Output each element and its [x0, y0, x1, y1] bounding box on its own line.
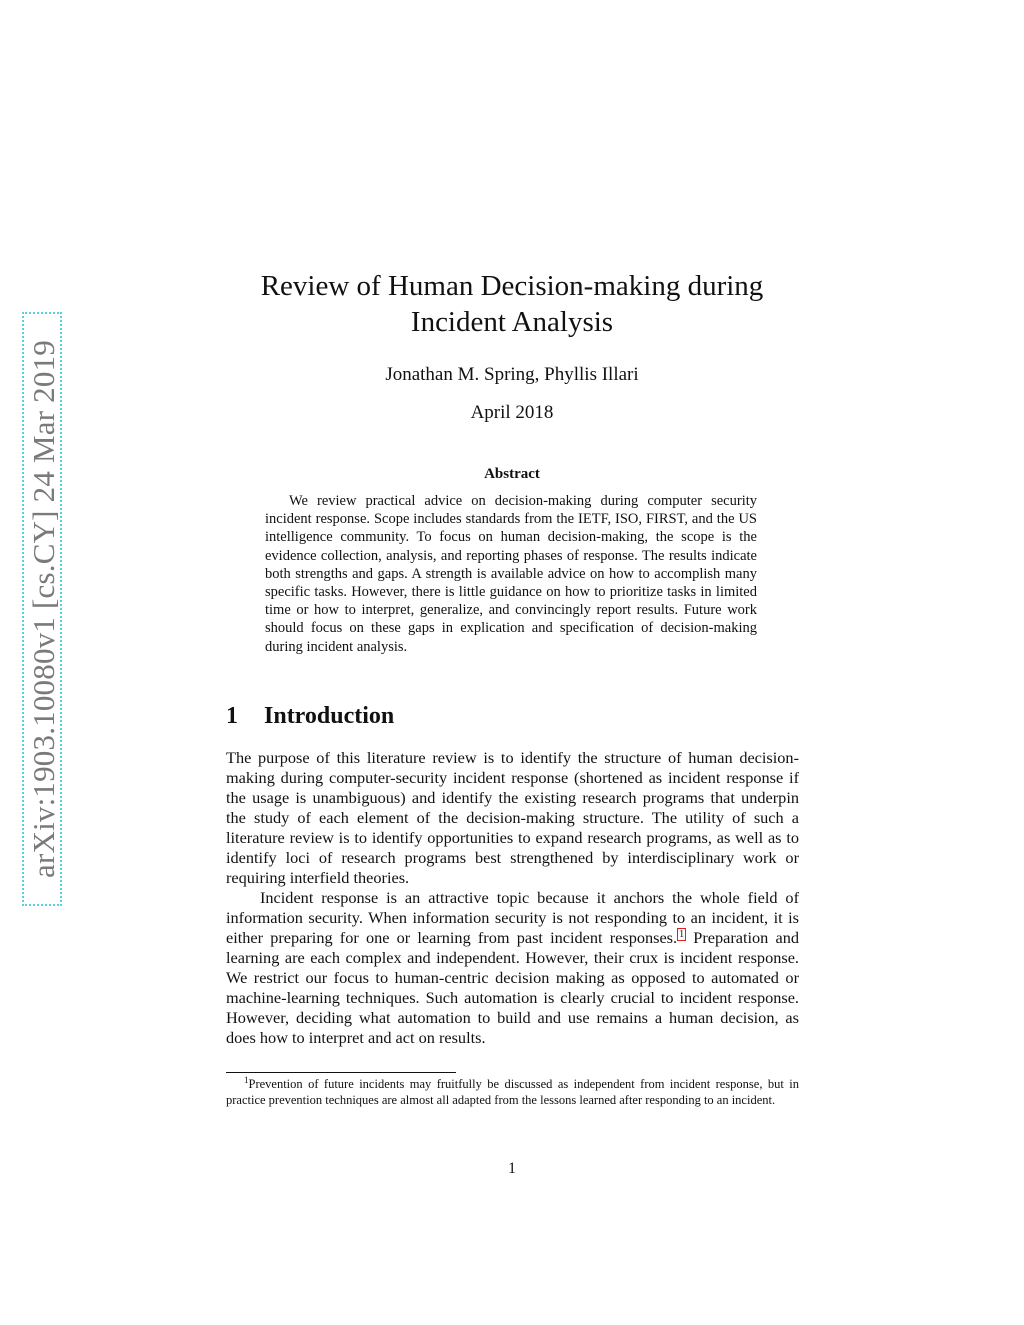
paper-title-line-2: Incident Analysis	[410, 306, 614, 338]
paper-title	[226, 268, 798, 340]
footnote-text: Prevention of future incidents may fruitfully be discussed as independent from incident response, but in practice prevention techniques are almost all adapted from the lessons learned after responding to an incident.	[226, 1077, 799, 1107]
intro-paragraph-1: The purpose of this literature review is to identify the structure of human decision-making during computer-security incident response (shortened as incident response if the usage is unambiguous) and identify the existing research programs that underpin the study of each element of the decision-making structure. The utility of such a literature review is to identify opportunities to expand research programs, as well as to identify loci of research programs best strengthened by interdisciplinary work or requiring interfield theories.	[226, 748, 799, 887]
paper-title-line-1: Review of Human Decision-making during	[260, 270, 764, 302]
paper-authors: Jonathan M. Spring, Phyllis Illari	[385, 364, 639, 385]
section-title: Introduction	[264, 703, 395, 729]
paper-date: April 2018	[470, 402, 554, 423]
arxiv-identifier-stamp[interactable]	[22, 312, 62, 906]
abstract-heading: Abstract	[484, 466, 540, 482]
intro-paragraph-2-text-a: Incident response is an attractive topic because it anchors the whole field of information security. When information security is not responding to an incident, it is either preparing for one or learning from past incident responses.	[226, 888, 799, 947]
section-heading-introduction	[226, 703, 394, 730]
intro-paragraph-2	[226, 888, 799, 1048]
footnote-mark: 1	[244, 1075, 249, 1085]
intro-paragraph-2-text-b: Preparation and learning are each complex and independent. However, their crux is incident response. We restrict our focus to human-centric decision making as opposed to automated or machine-learning techniques. Such automation is clearly crucial to incident response. However, deciding what automation to build and use remains a human decision, as does how to interpret and act on results.	[226, 928, 799, 1047]
footnote-1	[226, 1076, 799, 1108]
arxiv-identifier-text: arXiv:1903.10080v1 [cs.CY] 24 Mar 2019	[26, 340, 61, 878]
section-number: 1	[226, 703, 238, 729]
footnote-divider	[226, 1072, 456, 1073]
abstract-text: We review practical advice on decision-making during computer security incident response. Scope includes standards from the IETF, ISO, FIRST, and the US intelligence community. To focus on human decision-making, the scope is the evidence collection, analysis, and reporting phases of response. The results indicate both strengths and gaps. A strength is available advice on how to accomplish many specific tasks. However, there is little guidance on how to prioritize tasks in limited time or how to interpret, generalize, and convincingly report results. Future work should focus on these gaps in explication and specification of decision-making during incident analysis.	[265, 493, 757, 655]
footnote-reference-link[interactable]: 1	[679, 929, 685, 940]
page-number: 1	[508, 1160, 516, 1177]
